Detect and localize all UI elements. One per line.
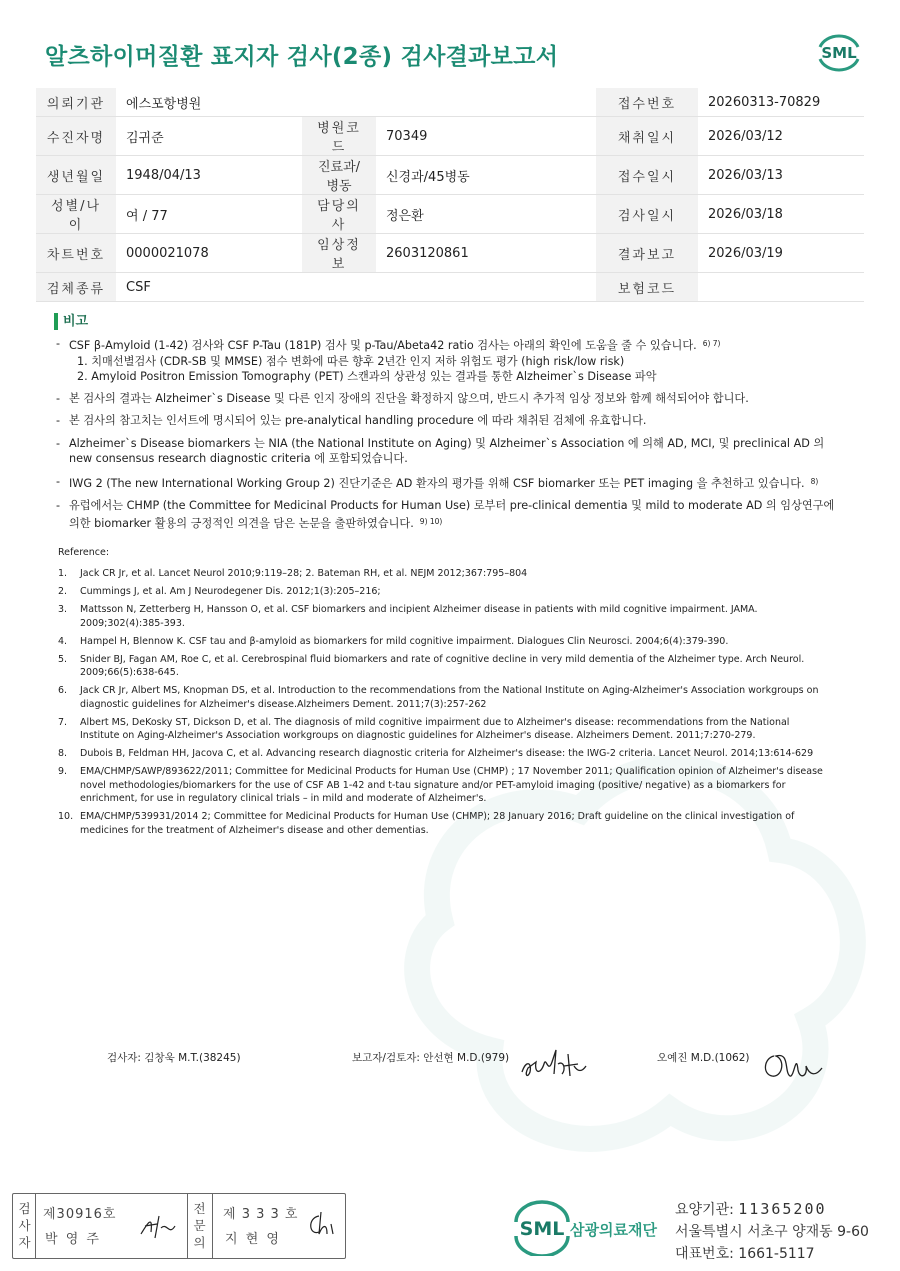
remark-dash: - [56,391,61,405]
dept-value: 신경과/45병동 [376,156,596,195]
stamp-divider [212,1194,213,1258]
reference-item [58,747,828,761]
reference-number: 2. [58,586,68,597]
reference-text: Albert MS, DeKosky ST, Dickson D, et al. The diagnosis of mild cognitive impairment due to Alzheimer's disease: recommendations from the National Institute on Aging-Alzheimer's Association workgroups on diagnostic guidelines for Alzheimer's disease. Alzheimers Dement. 2011;7:270-279. [80,716,790,741]
remark-item [56,498,836,531]
patient-value: 김귀준 [116,117,302,156]
remark-item [56,391,836,407]
insurance-value [698,273,864,302]
clinical-value: 2603120861 [376,234,596,273]
remark-ref: 9) 10) [419,516,443,526]
reference-text: EMA/CHMP/539931/2014 2; Committee for Medicinal Products for Human Use (CHMP); 28 January 2016; Draft guideline on the clinical investigation of medicines for the treatment of Alzheimer's disease and other dementias. [80,811,795,836]
institution-label: 의뢰기관 [36,88,116,117]
org-logo-text: SML [519,1218,565,1240]
reference-number: 3. [58,604,68,615]
specimen-value: CSF [116,273,536,302]
reference-number: 6. [58,685,68,696]
collect-date-label: 채취일시 [596,117,698,156]
info-row [36,88,864,117]
reference-title: Reference: [58,547,110,558]
stamp-license-2: 제 3 3 3 호 [223,1207,299,1222]
birth-value: 1948/04/13 [116,156,302,195]
reference-number: 7. [58,716,68,728]
license-stamp-box [12,1193,346,1259]
reference-item [58,716,828,743]
stamp-vertical-label: 검 사 자 [18,1201,31,1250]
info-row [36,234,864,273]
remarks-title: 비고 [54,313,88,330]
org-code-value: 11365200 [738,1200,827,1218]
org-info [675,1198,869,1265]
report-date-label: 결과보고 [596,234,698,273]
dept-label: 진료과/병동 [302,156,376,195]
remark-text: 유럽에서는 CHMP (the Committee for Medicinal Products for Human Use) 로부터 pre-clinical dementia 및 mild to moderate AD 의 임상연구에 의한 biomarker 활용의 긍정적인 의견을 담은 논문을 출판하였습니다. [69,499,835,530]
third-handwritten-signature [760,1046,824,1082]
logo-text: SML [821,44,857,62]
stamp-license-1: 제30916호 [43,1207,117,1222]
hospital-code-value: 70349 [376,117,596,156]
reference-number: 8. [58,748,68,759]
reference-text: Mattsson N, Zetterberg H, Hansson O, et al. CSF biomarkers and incipient Alzheimer disease in patients with mild cognitive impairment. JAMA. 2009;302(4):385-393. [80,604,758,629]
stamp-divider [187,1194,188,1258]
insurance-label: 보험코드 [596,273,698,302]
reference-item [58,653,828,680]
info-row [36,156,864,195]
patient-info-table [36,88,864,302]
remark-subitem: 2. Amyloid Positron Emission Tomography (PET) 스캔과의 상관성 있는 결과를 통한 Alzheimer`s Disease 파악 [77,370,657,383]
stamp-signature-1 [137,1208,181,1242]
info-row [36,195,864,234]
stamp-vertical-label: 전 문 의 [193,1201,206,1250]
birth-label: 생년월일 [36,156,116,195]
stamp-name-2: 지 현 영 [225,1232,281,1247]
reporter-handwritten-signature [518,1042,590,1086]
remark-text: IWG 2 (The new International Working Group 2) 진단기준은 AD 환자의 평가를 위해 CSF biomarker 또는 PET imaging 을 추천하고 있습니다. [69,476,805,490]
specimen-label: 검체종류 [36,273,116,302]
tester-signature: 검사자: 김창욱 M.T.(38245) [107,1052,241,1064]
org-address: 서울특별시 서초구 양재동 9-60 [675,1224,869,1240]
reference-item [58,810,828,837]
reference-number: 5. [58,653,68,665]
remark-text: 본 검사의 결과는 Alzheimer`s Disease 및 다른 인지 장애의 진단을 확정하지 않으며, 반드시 추가적 임상 정보와 함께 해석되어야 합니다. [69,391,749,405]
org-phone-line [675,1243,869,1265]
reference-number: 1. [58,568,68,579]
reference-text: EMA/CHMP/SAWP/893622/2011; Committee for Medicinal Products for Human Use (CHMP) ; 17 November 2011; Qualification opinion of Alzheimer's disease novel methodologies/biomarkers for the use of CSF AB 1-42 and t-tau signature and/or PET-amyloid imaging (positive/ negative) as a biomarkers for enrichment, for use in regulatory clinical trials – in mild and moderate of Alzheimer's. [80,766,823,804]
hospital-code-label: 병원코드 [302,117,376,156]
reporter-signature: 보고자/검토자: 안선현 M.D.(979) [352,1052,510,1064]
remarks-list [56,336,836,531]
clinical-label: 임상정보 [302,234,376,273]
remark-dash: - [56,337,61,350]
receipt-date-value: 2026/03/13 [698,156,864,195]
report-title: 알츠하이머질환 표지자 검사(2종) 검사결과보고서 [45,44,559,70]
reference-text: Cummings J, et al. Am J Neurodegener Dis. 2012;1(3):205–216; [80,586,381,597]
stamp-signature-2 [305,1208,341,1240]
org-phone-label: 대표번호: [675,1246,734,1262]
remark-text: 본 검사의 참고치는 인서트에 명시되어 있는 pre-analytical handling procedure 에 따라 채취된 검체에 유효합니다. [69,414,647,427]
chart-no-label: 차트번호 [36,234,116,273]
org-code-line [675,1198,869,1221]
org-phone-value: 1661-5117 [738,1246,815,1262]
sex-age-value: 여 / 77 [116,195,302,234]
reference-number: 4. [58,635,68,647]
org-code-label: 요양기관: [675,1202,734,1218]
reference-text: Jack CR Jr, et al. Lancet Neurol 2010;9:119–28; 2. Bateman RH, et al. NEJM 2012;367:795–804 [80,568,528,579]
doctor-value: 정은환 [376,195,596,234]
institution-value: 에스포항병원 [116,88,536,117]
remark-text: CSF β-Amyloid (1-42) 검사와 CSF P-Tau (181P) 검사 및 p-Tau/Abeta42 ratio 검사는 아래의 확인에 도움을 줄 수 있습니다. [69,339,697,352]
remark-item [56,336,836,385]
info-row [36,273,864,302]
reference-text: Hampel H, Blennow K. CSF tau and β-amyloid as biomarkers for mild cognitive impairment. Dialogues Clin Neurosci. 2004;6(4):379-390. [80,635,729,647]
remark-ref: 6) 7) [702,339,721,348]
third-signature: 오예진 M.D.(1062) [657,1052,750,1064]
reference-item [58,635,828,649]
remark-text: Alzheimer`s Disease biomarkers 는 NIA (the National Institute on Aging) 및 Alzheimer`s Association 에 의해 AD, MCI, 및 preclinical AD 의 new consensus research diagnostic criteria 에 포함되었습니다. [69,436,825,465]
reference-text: Dubois B, Feldman HH, Jacova C, et al. Advancing research diagnostic criteria for Alzheimer's disease: the IWG-2 criteria. Lancet Neurol. 2014;13:614-629 [80,748,814,759]
receipt-no-label: 접수번호 [596,88,698,117]
reference-number: 9. [58,766,68,777]
stamp-name-1: 박 영 주 [45,1232,101,1247]
reference-item [58,585,828,599]
sml-logo-icon [814,30,864,74]
reference-item [58,567,828,581]
remark-item [56,474,836,492]
remark-item [56,436,836,467]
remark-dash: - [56,499,61,512]
reference-number: 10. [58,811,74,822]
patient-label: 수진자명 [36,117,116,156]
remark-subitem: 1. 치매선별검사 (CDR-SB 및 MMSE) 점수 변화에 따른 향후 2년간 인지 저하 위험도 평가 (high risk/low risk) [77,354,625,368]
test-date-label: 검사일시 [596,195,698,234]
stamp-divider [35,1194,36,1258]
remark-dash: - [56,436,61,450]
remark-ref: 8) [810,476,819,486]
sex-age-label: 성별/나이 [36,195,116,234]
chart-no-value: 0000021078 [116,234,302,273]
reference-list [58,567,828,842]
reference-item [58,684,828,711]
doctor-label: 담당의사 [302,195,376,234]
reference-text: Snider BJ, Fagan AM, Roe C, et al. Cerebrospinal fluid biomarkers and rate of cognitive decline in very mild dementia of the Alzheimer type. Arch Neurol. 2009;66(5):638-645. [80,653,805,678]
test-date-value: 2026/03/18 [698,195,864,234]
remark-item [56,413,836,429]
reference-item [58,603,828,630]
report-date-value: 2026/03/19 [698,234,864,273]
receipt-no-value: 20260313-70829 [698,88,864,117]
info-row [36,117,864,156]
reference-text: Jack CR Jr, Albert MS, Knopman DS, et al. Introduction to the recommendations from the National Institute on Aging-Alzheimer's Association workgroups on diagnostic guidelines for Alzheimer's disease.Alzheimers Dement. 2011;7(3):257-262 [80,685,819,710]
collect-date-value: 2026/03/12 [698,117,864,156]
org-name: 삼광의료재단 [570,1221,657,1239]
remark-dash: - [56,414,61,427]
reference-item [58,765,828,806]
remark-dash: - [56,474,61,488]
receipt-date-label: 접수일시 [596,156,698,195]
